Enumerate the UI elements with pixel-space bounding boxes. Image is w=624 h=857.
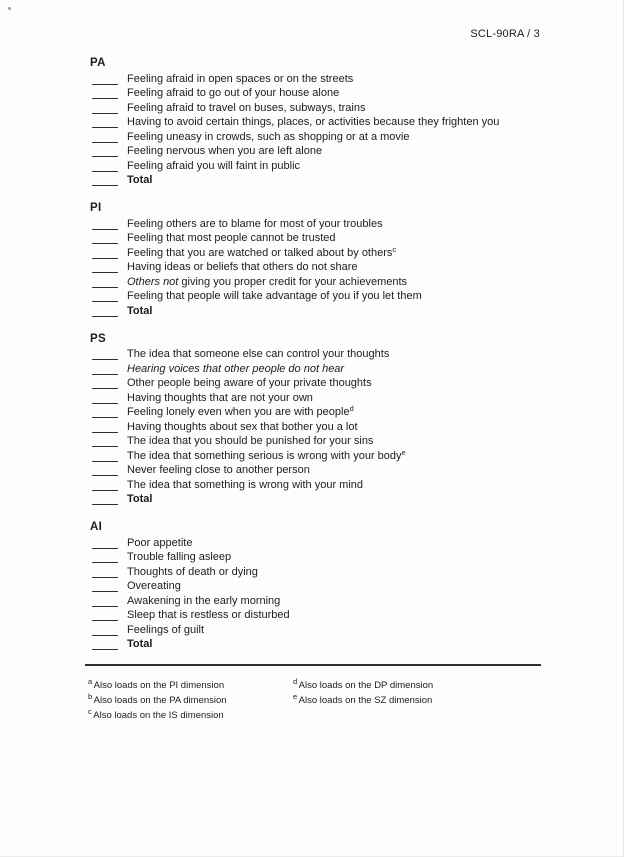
item-label-text: Feeling afraid to travel on buses, subways, trains xyxy=(127,101,366,114)
checklist-item-row xyxy=(90,100,614,115)
item-label-text: The idea that something serious is wrong with your body xyxy=(127,449,402,462)
answer-blank-line xyxy=(92,562,118,563)
section-code: PA xyxy=(90,57,106,69)
answer-blank-line xyxy=(92,446,118,447)
footnote-text: Also loads on the PI dimension xyxy=(93,680,225,691)
answer-blank-line xyxy=(92,417,118,418)
footnote-marker: e xyxy=(293,692,298,701)
item-label xyxy=(127,463,310,477)
footnote-marker: e xyxy=(401,447,406,457)
answer-blank-line xyxy=(92,98,118,99)
checklist-item-row xyxy=(90,245,614,260)
item-label xyxy=(127,405,354,419)
checklist-item-row xyxy=(90,289,614,304)
item-label-italic-part: Others not xyxy=(127,275,182,288)
answer-blank-line xyxy=(92,403,118,404)
section-code: PS xyxy=(90,332,106,345)
answer-blank-line xyxy=(92,142,118,143)
item-label-text: Total xyxy=(127,493,153,505)
answer-blank-line xyxy=(92,316,118,317)
footnote-text: Also loads on the SZ dimension xyxy=(298,695,433,706)
item-label xyxy=(127,217,383,231)
answer-blank-line xyxy=(92,504,118,505)
item-label-text: Overeating xyxy=(127,580,181,592)
item-label xyxy=(127,289,422,303)
item-label xyxy=(127,231,336,245)
checklist-item-row xyxy=(90,550,614,565)
answer-blank-line xyxy=(92,127,118,128)
footnote-marker: d xyxy=(293,677,298,686)
footnote-entry xyxy=(88,679,227,694)
total-label xyxy=(127,173,152,187)
item-label-text: Feeling that most people cannot be trusted xyxy=(127,232,336,244)
checklist-item-row xyxy=(90,593,614,608)
item-label xyxy=(127,72,353,86)
item-label xyxy=(127,434,373,448)
item-label-text: Feeling that you are watched or talked about by others xyxy=(127,246,393,259)
section-code: AI xyxy=(90,521,103,533)
item-label-text: The idea that someone else can control your thoughts xyxy=(127,348,390,360)
checklist-item-row xyxy=(90,608,614,623)
item-label xyxy=(127,260,358,274)
checklist-item-row xyxy=(90,419,614,434)
footnote-marker: b xyxy=(88,692,93,701)
item-label xyxy=(127,275,407,289)
item-label xyxy=(127,565,258,579)
answer-blank-line xyxy=(92,591,118,592)
total-label xyxy=(127,304,152,318)
checklist-item-row xyxy=(90,448,614,463)
checklist-item-row xyxy=(90,216,614,231)
answer-blank-line xyxy=(92,388,118,389)
item-label-text: Having to avoid certain things, places, or activities because they frighten you xyxy=(127,116,500,128)
footnote-marker: c xyxy=(88,707,92,716)
answer-blank-line xyxy=(92,287,118,288)
item-label-text: The idea that you should be punished for your sins xyxy=(127,435,374,447)
total-label xyxy=(127,492,152,506)
answer-blank-line xyxy=(92,374,118,375)
answer-blank-line xyxy=(92,577,118,578)
answer-blank-line xyxy=(92,301,118,302)
total-row xyxy=(90,303,614,318)
item-label-text: Having thoughts that are not your own xyxy=(127,391,313,404)
answer-blank-line xyxy=(92,258,118,259)
answer-blank-line xyxy=(92,272,118,273)
item-label xyxy=(127,130,410,144)
footnote-text: Also loads on the IS dimension xyxy=(93,710,224,721)
section-ps xyxy=(90,332,614,507)
item-label xyxy=(127,623,204,637)
checklist-item-row xyxy=(90,260,614,275)
checklist-item-row xyxy=(90,535,614,550)
item-label xyxy=(127,449,406,463)
section-code: PI xyxy=(90,202,102,214)
checklist-item-row xyxy=(90,231,614,246)
checklist-item-row xyxy=(90,86,614,101)
footnote-entry xyxy=(88,709,227,724)
item-label-text: Feeling afraid in open spaces or on the streets xyxy=(127,72,354,85)
item-label-text: Feeling lonely even when you are with people xyxy=(127,406,350,418)
item-label xyxy=(127,391,313,405)
item-label xyxy=(127,86,339,100)
answer-blank-line xyxy=(92,606,118,607)
total-label xyxy=(127,637,152,651)
answer-blank-line xyxy=(92,649,118,650)
item-label xyxy=(127,159,300,173)
footnote-marker: d xyxy=(349,404,354,413)
footnote-text: Also loads on the DP dimension xyxy=(298,680,434,691)
item-label-text: Total xyxy=(127,304,153,317)
item-label xyxy=(127,420,358,434)
item-label xyxy=(127,478,363,492)
checklist-item-row xyxy=(90,347,614,362)
answer-blank-line xyxy=(92,171,118,172)
checklist-item-row xyxy=(90,579,614,594)
answer-blank-line xyxy=(92,475,118,476)
item-label-text: Feelings of guilt xyxy=(127,623,205,636)
item-label-text: Trouble falling asleep xyxy=(127,551,232,563)
answer-blank-line xyxy=(92,243,118,244)
checklist-item-row xyxy=(90,71,614,86)
footnote-entry xyxy=(293,694,433,709)
item-label xyxy=(127,362,344,376)
item-label-text: Awakening in the early morning xyxy=(127,594,281,607)
item-label-text: Feeling that people will take advantage of you if you let them xyxy=(127,290,422,302)
item-label-text: The idea that something is wrong with your mind xyxy=(127,478,364,491)
item-label-text: Having thoughts about sex that bother you a lot xyxy=(127,420,358,433)
answer-blank-line xyxy=(92,635,118,636)
answer-blank-line xyxy=(92,548,118,549)
footnote-entry xyxy=(293,679,433,694)
section-ai xyxy=(90,520,614,651)
footnote-marker: c xyxy=(392,244,397,254)
item-label-text: Feeling afraid you will faint in public xyxy=(127,159,301,172)
answer-blank-line xyxy=(92,359,118,360)
item-label-text: Feeling others are to blame for most of your troubles xyxy=(127,217,383,230)
item-label-rest: giving you proper credit for your achievements xyxy=(181,275,408,288)
item-label-text: Sleep that is restless or disturbed xyxy=(127,609,290,621)
item-label-text: Feeling uneasy in crowds, such as shopping or at a movie xyxy=(127,130,410,143)
item-label-text: Having ideas or beliefs that others do not share xyxy=(127,261,358,273)
total-row xyxy=(90,637,614,652)
item-label xyxy=(127,101,365,115)
answer-blank-line xyxy=(92,432,118,433)
checklist-item-row xyxy=(90,434,614,449)
checklist-item-row xyxy=(90,405,614,420)
checklist-item-row xyxy=(90,129,614,144)
item-label-text: Total xyxy=(127,174,153,186)
footnote-divider-rule xyxy=(85,664,541,666)
item-label xyxy=(127,376,372,390)
total-row xyxy=(90,173,614,188)
footnote-column-1 xyxy=(88,679,227,724)
checklist-item-row xyxy=(90,463,614,478)
answer-blank-line xyxy=(92,229,118,230)
checklist-item-row xyxy=(90,115,614,130)
item-label-text: Hearing voices that other people do not hear xyxy=(127,362,345,375)
checklist-item-row xyxy=(90,376,614,391)
page-header-label: SCL-90RA / 3 xyxy=(470,28,540,40)
scan-artifact-dot xyxy=(8,7,11,10)
checklist-item-row xyxy=(90,622,614,637)
item-label-text: Never feeling close to another person xyxy=(127,464,310,476)
answer-blank-line xyxy=(92,156,118,157)
checklist-item-row xyxy=(90,390,614,405)
item-label xyxy=(127,608,290,622)
checklist-item-row xyxy=(90,361,614,376)
checklist-item-row xyxy=(90,274,614,289)
footnote-marker: a xyxy=(88,677,93,686)
answer-blank-line xyxy=(92,113,118,114)
answer-blank-line xyxy=(92,490,118,491)
answer-blank-line xyxy=(92,84,118,85)
checklist-content xyxy=(90,56,614,651)
item-label xyxy=(127,347,389,361)
item-label xyxy=(127,144,322,158)
answer-blank-line xyxy=(92,461,118,462)
item-label-text: Poor appetite xyxy=(127,536,193,549)
item-label-text: Other people being aware of your private thoughts xyxy=(127,377,372,389)
item-label xyxy=(127,594,280,608)
checklist-item-row xyxy=(90,564,614,579)
footnote-entry xyxy=(88,694,227,709)
item-label xyxy=(127,579,181,593)
item-label-text: Feeling afraid to go out of your house alone xyxy=(127,87,340,99)
footnote-column-2 xyxy=(293,679,433,709)
item-label-text: Total xyxy=(127,638,153,650)
item-label-text: Feeling nervous when you are left alone xyxy=(127,145,323,157)
item-label xyxy=(127,115,499,129)
item-label xyxy=(127,550,231,564)
footnote-text: Also loads on the PA dimension xyxy=(93,695,227,706)
item-label xyxy=(127,536,192,550)
answer-blank-line xyxy=(92,185,118,186)
section-pi xyxy=(90,201,614,318)
section-pa xyxy=(90,56,614,187)
item-label xyxy=(127,246,396,260)
total-row xyxy=(90,492,614,507)
checklist-item-row xyxy=(90,158,614,173)
answer-blank-line xyxy=(92,620,118,621)
checklist-item-row xyxy=(90,477,614,492)
item-label-text: Thoughts of death or dying xyxy=(127,565,258,578)
checklist-item-row xyxy=(90,144,614,159)
